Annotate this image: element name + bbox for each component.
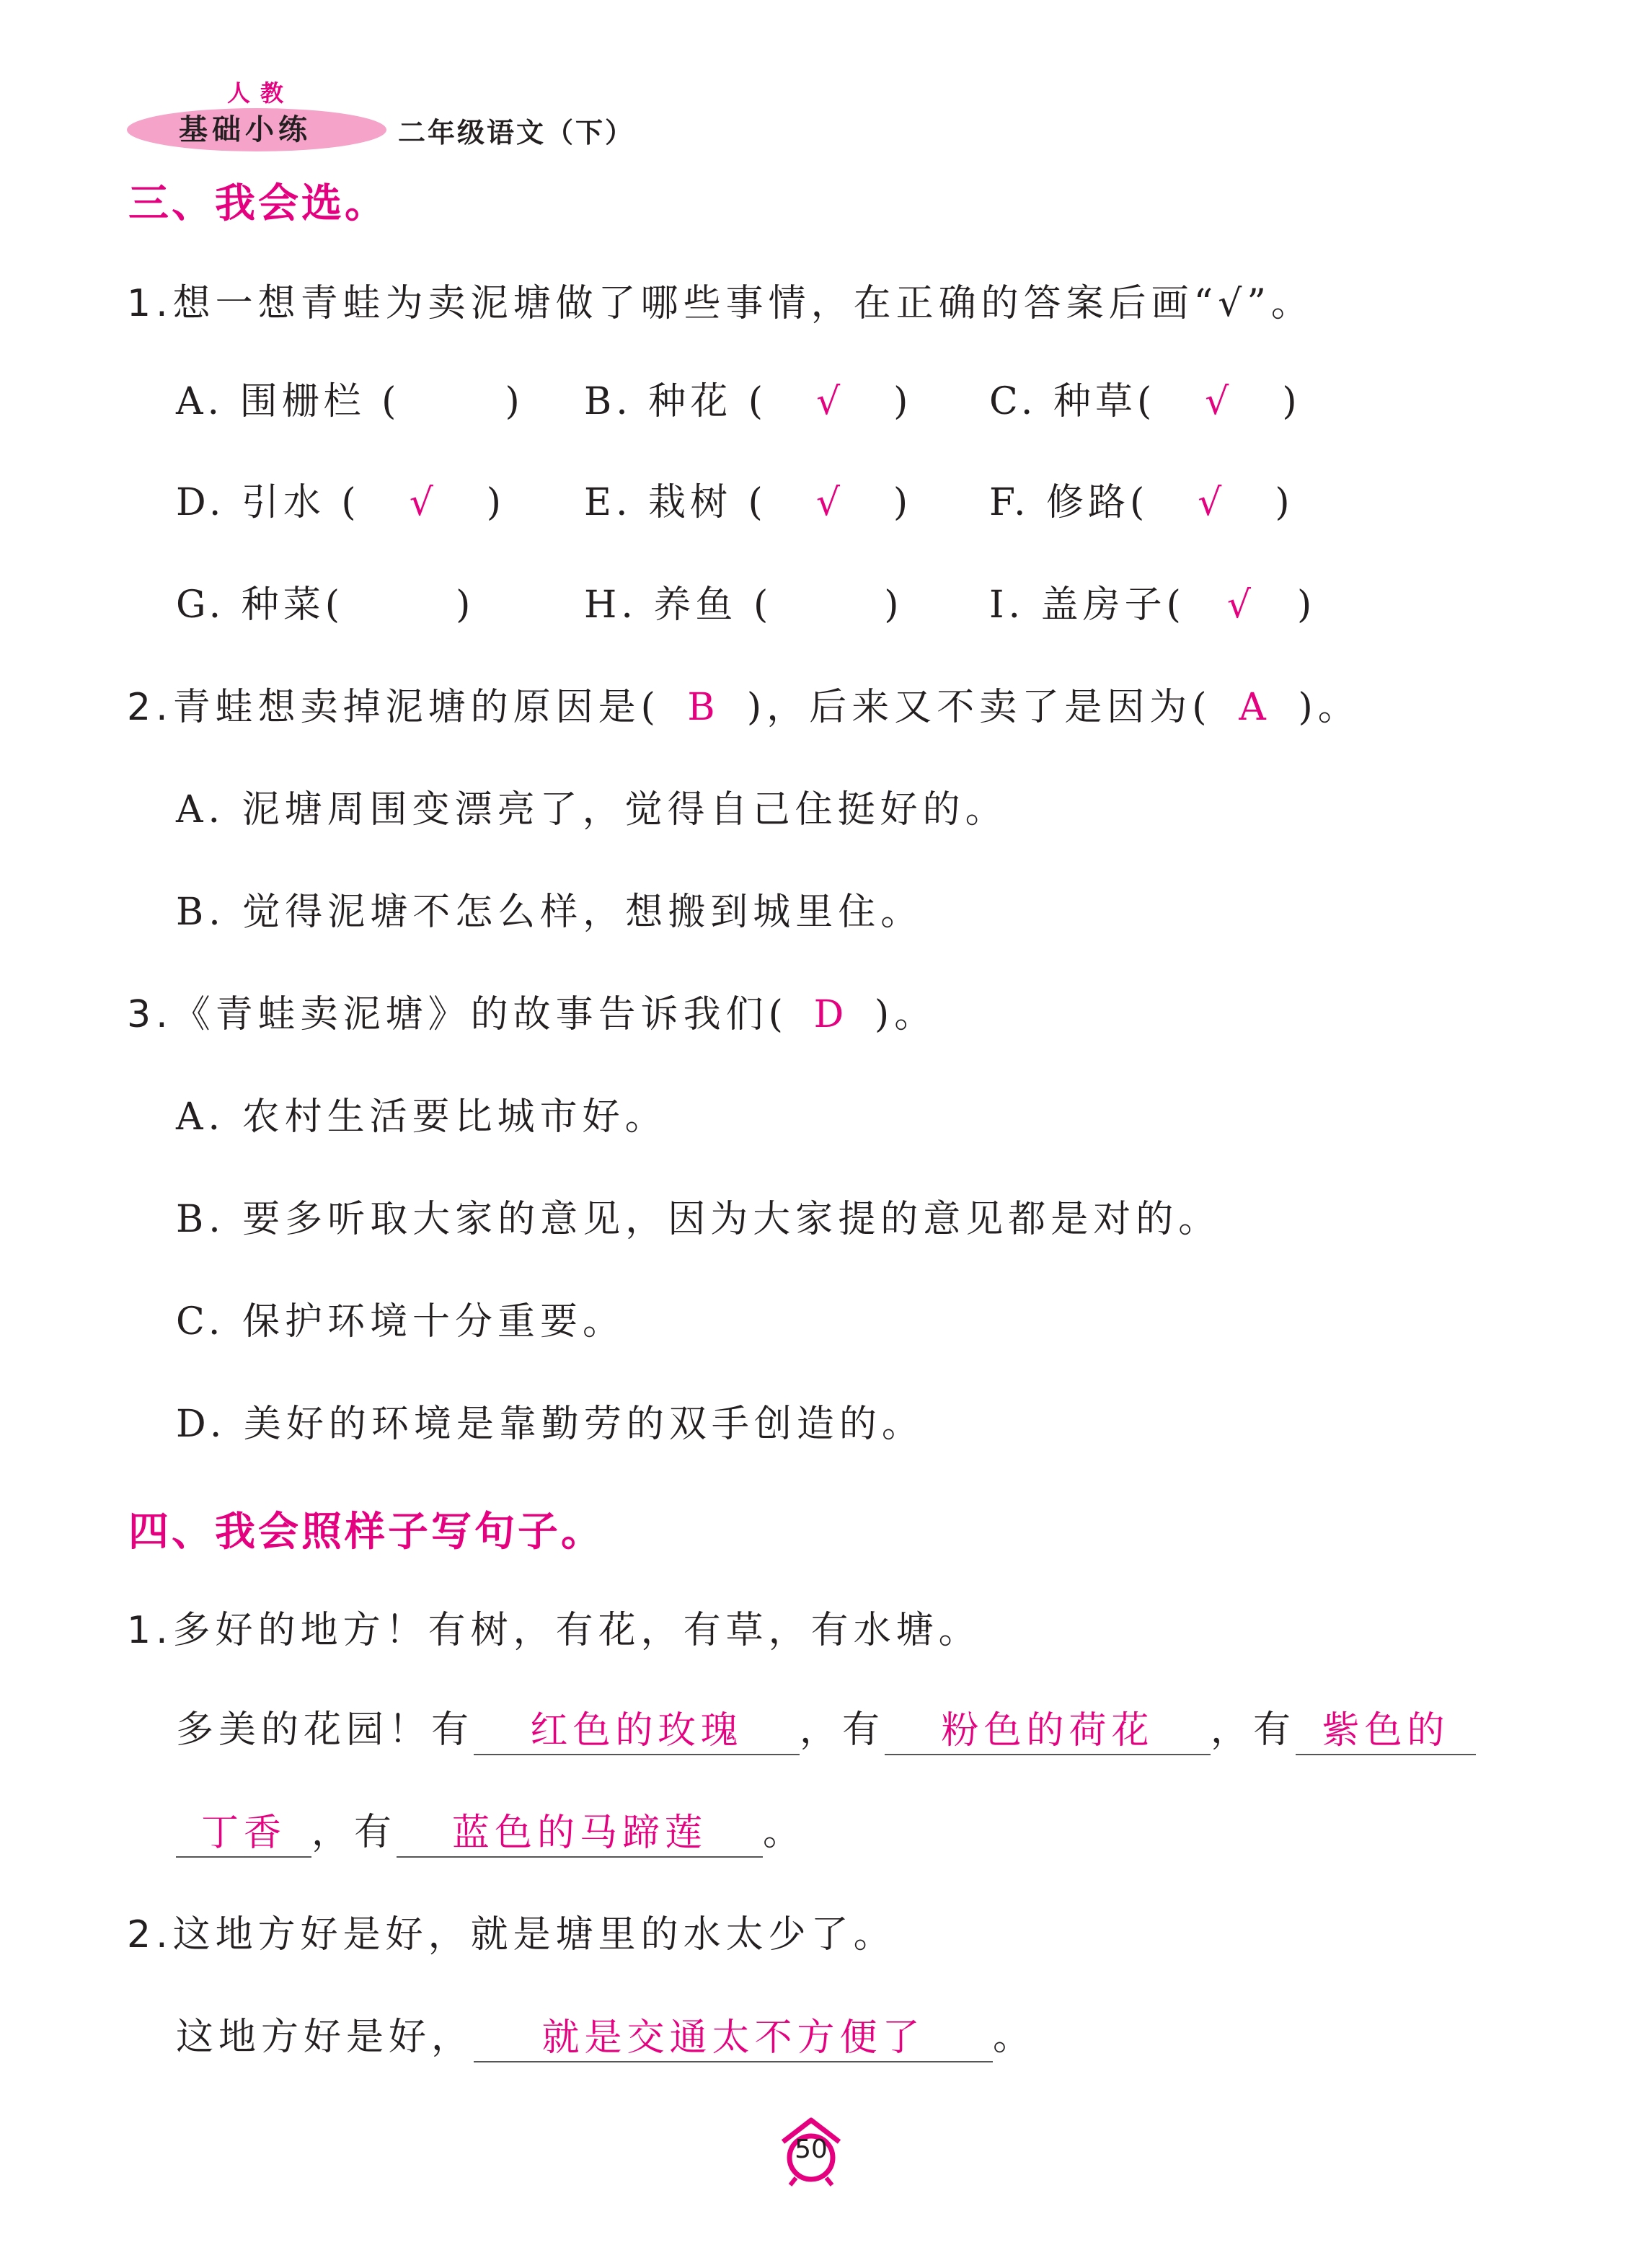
option-label: C. 种草: [989, 380, 1137, 423]
answer-blank: 粉色的荷花: [885, 1708, 1211, 1755]
option-label: G. 种菜: [176, 583, 325, 627]
question-text-a: 《青蛙卖泥塘》的故事告诉我们(: [172, 993, 788, 1036]
option-label: I. 盖房子: [989, 583, 1167, 627]
option-text: B. 要多听取大家的意见，因为大家提的意见都是对的。: [176, 1198, 1221, 1241]
sentence-separator: ，有: [1211, 1708, 1296, 1752]
section-title-4: 四、我会照样子写句子。: [128, 1509, 604, 1556]
answer-blank: 就是交通太不方便了: [474, 2015, 993, 2062]
option-g: G. 种菜( ): [176, 583, 475, 627]
section-title-3: 三、我会选。: [128, 180, 388, 227]
option-text: B. 觉得泥塘不怎么样，想搬到城里住。: [176, 891, 924, 934]
header-publisher: 人教: [227, 79, 294, 107]
sentence-end: 。: [763, 1811, 806, 1854]
header-series-title: 基础小练: [179, 113, 311, 146]
option-f: F. 修路( √ ): [989, 477, 1294, 528]
answer-blank: 红色的玫瑰: [474, 1708, 800, 1755]
header-subject: 二年级语文（下）: [398, 117, 635, 149]
question-number: 1.: [127, 1609, 173, 1652]
question-text-c: )。: [1298, 686, 1361, 729]
answer-blank: 紫色的: [1296, 1708, 1476, 1755]
question-text: 想一想青蛙为卖泥塘做了哪些事情，在正确的答案后画“√”。: [172, 282, 1314, 325]
sentence-end: 。: [993, 2016, 1036, 2059]
example-sentence: 多好的地方！有树，有花，有草，有水塘。: [172, 1609, 981, 1652]
option-label: A. 围栅栏: [176, 380, 366, 423]
option-h: H. 养鱼 ( ): [584, 583, 903, 627]
answer-blank: 蓝色的马蹄莲: [397, 1810, 763, 1858]
fill-line-2: [176, 1807, 805, 1858]
question-text-b: )，后来又不卖了是因为(: [746, 686, 1212, 729]
sentence-lead: 多美的花园！有: [176, 1708, 474, 1752]
option-answer: √: [815, 481, 844, 524]
option-answer: √: [1226, 583, 1255, 627]
page-number: 50: [795, 2135, 828, 2164]
sentence-separator: ，有: [311, 1811, 397, 1854]
option-b: B. 种花 ( √ ): [584, 376, 912, 427]
question-4-1: [127, 1605, 981, 1656]
option-label: D. 引水: [176, 481, 325, 524]
option-answer: √: [409, 481, 438, 524]
option-e: E. 栽树 ( √ ): [584, 477, 912, 528]
answer-slot: B: [687, 686, 720, 729]
fill-line-1: [176, 1705, 1476, 1755]
question-text-a: 青蛙想卖掉泥塘的原因是(: [172, 686, 660, 729]
option-i: I. 盖房子( √ ): [989, 580, 1316, 630]
option-text: A. 农村生活要比城市好。: [176, 1095, 668, 1139]
sentence-separator: ，有: [800, 1708, 885, 1752]
sentence-lead: 这地方好是好，: [176, 2016, 474, 2059]
option-label: F. 修路: [989, 481, 1131, 524]
option-answer: √: [816, 380, 845, 423]
question-number: 2.: [127, 1913, 173, 1956]
question-text-b: )。: [874, 993, 937, 1036]
option-label: H. 养鱼: [584, 583, 738, 627]
question-3-3: [127, 989, 937, 1040]
option-a: A. 围栅栏 ( ): [176, 380, 524, 423]
option-text: C. 保护环境十分重要。: [176, 1300, 625, 1343]
option-label: B. 种花: [584, 380, 733, 423]
option-d: D. 引水 ( √ ): [176, 477, 505, 528]
question-3-2: [127, 682, 1361, 733]
answer-slot: A: [1239, 686, 1271, 729]
option-label: E. 栽树: [584, 481, 733, 524]
option-c: C. 种草( √ ): [989, 376, 1301, 427]
option-answer: √: [1205, 380, 1234, 423]
question-3-1: [127, 278, 1314, 329]
answer-slot: D: [813, 993, 849, 1036]
question-number: 3.: [127, 993, 173, 1036]
example-sentence: 这地方好是好，就是塘里的水太少了。: [172, 1913, 896, 1956]
question-number: 1.: [127, 282, 173, 325]
answer-blank: 丁香: [176, 1810, 311, 1858]
option-text: D. 美好的环境是靠勤劳的双手创造的。: [176, 1403, 924, 1446]
question-4-2: [127, 1910, 896, 1960]
question-number: 2.: [127, 686, 173, 729]
option-text: A. 泥塘周围变漂亮了，觉得自己住挺好的。: [176, 788, 1008, 831]
option-answer: √: [1198, 481, 1226, 524]
fill-line-3: [176, 2012, 1035, 2062]
